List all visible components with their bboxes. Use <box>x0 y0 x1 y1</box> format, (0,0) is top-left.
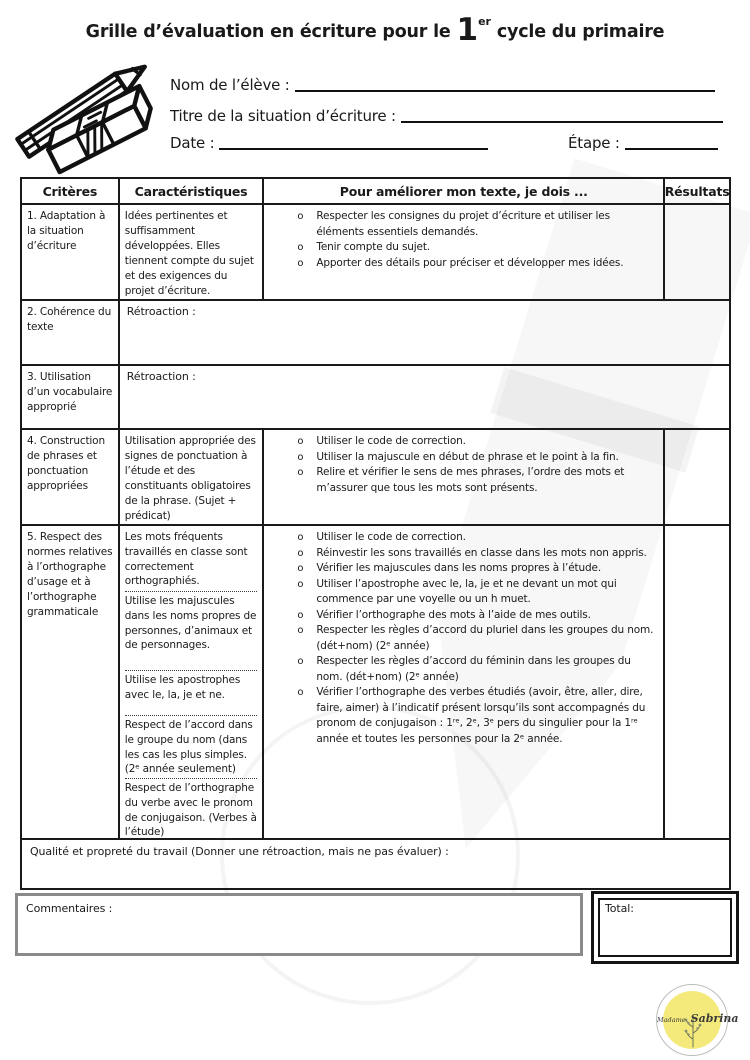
writing-title-field <box>170 101 723 125</box>
date-label: Date : <box>170 134 215 152</box>
date-blank-line <box>219 147 488 150</box>
logo-word-sabrina: Sabrina <box>690 1012 739 1025</box>
madame-sabrina-logo <box>656 984 739 1056</box>
criterion-cell: 2. Cohérence du texte <box>22 301 120 366</box>
improvement-item <box>270 256 655 272</box>
improvement-text: Utiliser l’apostrophe avec le, la, je et ne devant un mot qui commence par une voyelle ou un h muet. <box>316 577 617 605</box>
circle-bullet-icon: o <box>297 563 304 574</box>
student-name-blank-line <box>295 89 715 92</box>
logo-word-madame: Madame <box>657 1016 686 1024</box>
improvements-cell <box>264 526 665 840</box>
total-label: Total: <box>605 902 634 915</box>
student-name-label: Nom de l’élève : <box>170 76 290 94</box>
circle-bullet-icon: o <box>297 451 304 463</box>
feedback-cell: Rétroaction : <box>120 366 731 430</box>
table-row <box>22 840 731 890</box>
improvement-text: Utiliser le code de correction. <box>316 435 466 447</box>
improvement-text: Respecter les consignes du projet d’écriture et utiliser les éléments essentiels demandés. <box>316 210 610 238</box>
characteristic-section: Les mots fréquents travaillés en classe sont correctement orthographiés. <box>125 528 258 592</box>
circle-bullet-icon: o <box>297 257 304 269</box>
stage-blank-line <box>625 147 718 150</box>
circle-bullet-icon: o <box>297 625 304 636</box>
criterion-cell: 5. Respect des normes relatives à l’orthographe d’usage et à l’orthographe grammaticale <box>22 526 120 840</box>
circle-bullet-icon: o <box>297 547 304 559</box>
improvement-text: Respecter les règles d’accord du féminin dans les groupes du nom. (dét+nom) (2ᵉ année) <box>316 655 631 683</box>
table-row <box>22 366 731 430</box>
circle-bullet-icon: o <box>297 467 304 478</box>
circle-bullet-icon: o <box>297 609 304 621</box>
table-row <box>22 301 731 366</box>
improvement-item <box>270 240 655 256</box>
title-ordinal-suffix: er <box>478 15 491 28</box>
improvement-text: Vérifier les majuscules dans les noms propres à l’étude. <box>316 562 602 574</box>
page-title <box>0 12 750 48</box>
writing-title-label: Titre de la situation d’écriture : <box>170 107 396 125</box>
improvements-cell <box>264 205 665 301</box>
stage-field <box>568 128 718 152</box>
header-characteristics: Caractéristiques <box>120 179 265 205</box>
date-field <box>170 128 488 152</box>
evaluation-table <box>20 177 731 890</box>
improvement-item <box>270 209 655 240</box>
improvement-item <box>270 623 655 654</box>
improvement-item <box>270 530 655 546</box>
header-criteria: Critères <box>22 179 120 205</box>
characteristic-section: Utilise les majuscules dans les noms propres de personnes, d’animaux et de personnages. <box>125 592 258 671</box>
circle-bullet-icon: o <box>297 532 304 543</box>
logo-text <box>657 1007 739 1026</box>
circle-bullet-icon: o <box>297 578 304 590</box>
writing-title-blank-line <box>401 120 723 123</box>
total-box <box>591 891 739 964</box>
table-row <box>22 205 731 301</box>
criterion-cell: 4. Construction de phrases et ponctuation appropriées <box>22 430 120 526</box>
characteristic-section: Respect de l’accord dans le groupe du nom (dans les cas les plus simples. (2ᵉ année seulement) <box>125 716 258 779</box>
improvement-text: Utiliser la majuscule en début de phrase et le point à la fin. <box>316 450 619 463</box>
improvement-text: Vérifier l’orthographe des verbes étudiés (avoir, être, aller, dire, faire, aimer) à l’indicatif présent lorsqu’ils sont accompagnés du pronom de conjugaison : 1ʳᵉ, 2ᵉ, 3ᵉ pers du singulier pour la 1ʳᵉ année et toutes les personnes pour la 2ᵉ année. <box>316 686 646 745</box>
improvement-item <box>270 546 655 562</box>
circle-bullet-icon: o <box>297 211 304 222</box>
circle-bullet-icon: o <box>297 242 304 253</box>
improvement-item <box>270 465 655 496</box>
results-cell <box>665 526 731 840</box>
improvement-item <box>270 608 655 624</box>
title-number: 1 <box>456 12 479 48</box>
improvement-item <box>270 577 655 608</box>
table-row <box>22 526 731 840</box>
characteristics-cell <box>120 526 265 840</box>
total-inner-box <box>598 898 732 957</box>
improvement-item <box>270 450 655 466</box>
header-results: Résultats <box>665 179 731 205</box>
characteristics-cell: Utilisation appropriée des signes de ponctuation à l’étude et des constituants obligatoires de la phrase. (Sujet + prédicat) <box>120 430 265 526</box>
improvement-text: Tenir compte du sujet. <box>316 241 430 253</box>
comments-box <box>15 893 583 956</box>
student-name-field <box>170 70 715 94</box>
table-header-row <box>22 179 731 205</box>
circle-bullet-icon: o <box>297 687 304 698</box>
improvement-item <box>270 561 655 577</box>
characteristic-section: Respect de l’orthographe du verbe avec le pronom de conjugaison. (Verbes à l’étude) <box>124 782 257 839</box>
table-row <box>22 430 731 526</box>
results-cell <box>665 430 731 526</box>
circle-bullet-icon: o <box>297 436 304 447</box>
improvement-item <box>270 654 655 685</box>
improvement-text: Respecter les règles d’accord du pluriel dans les groupes du nom. (dét+nom) (2ᵉ année) <box>316 624 654 652</box>
improvement-item <box>270 685 655 747</box>
feedback-cell: Rétroaction : <box>120 301 731 366</box>
circle-bullet-icon: o <box>297 656 304 667</box>
criterion-cell: 3. Utilisation d’un vocabulaire approprié <box>22 366 120 430</box>
improvement-item <box>270 434 655 450</box>
criterion-cell: 1. Adaptation à la situation d’écriture <box>22 205 120 301</box>
header-improvements: Pour améliorer mon texte, je dois ... <box>264 179 665 205</box>
characteristic-section: Utilise les apostrophes avec le, la, je et ne. <box>125 671 258 716</box>
improvement-text: Utiliser le code de correction. <box>316 531 466 543</box>
improvement-text: Apporter des détails pour préciser et développer mes idées. <box>316 256 624 269</box>
pencil-and-eraser-illustration <box>2 52 166 178</box>
results-cell <box>665 205 731 301</box>
improvements-cell <box>264 430 665 526</box>
improvement-text: Vérifier l’orthographe des mots à l’aide de mes outils. <box>316 608 591 621</box>
characteristics-cell: Idées pertinentes et suffisamment développées. Elles tiennent compte du sujet et des exigences du projet d’écriture. <box>120 205 265 301</box>
improvement-text: Relire et vérifier le sens de mes phrases, l’ordre des mots et m’assurer que tous les mots sont présents. <box>316 466 625 494</box>
comments-label: Commentaires : <box>26 902 113 915</box>
title-text-pre: Grille d’évaluation en écriture pour le <box>85 22 457 42</box>
title-text-post: cycle du primaire <box>490 22 665 42</box>
quality-note-cell: Qualité et propreté du travail (Donner une rétroaction, mais ne pas évaluer) : <box>22 840 731 890</box>
improvement-text: Réinvestir les sons travaillés en classe dans les mots non appris. <box>316 546 647 559</box>
stage-label: Étape : <box>568 134 620 152</box>
